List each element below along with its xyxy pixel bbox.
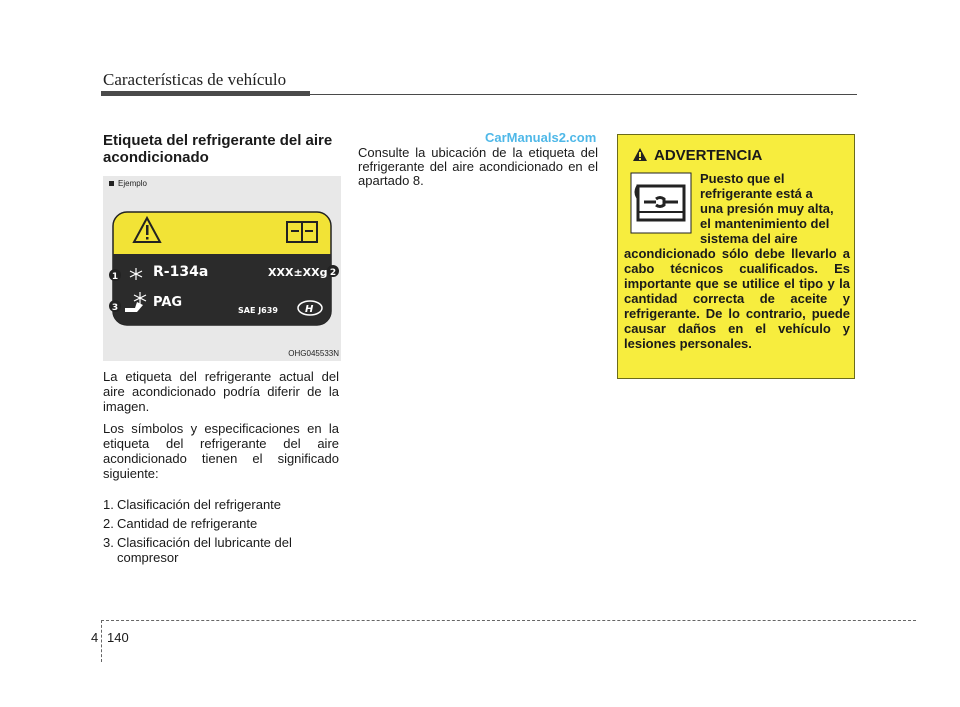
warning-line: el mantenimiento del: [700, 216, 830, 231]
paragraph-1: La etiqueta del refrigerante actual del aire acondicionado podría diferir de la imagen.: [103, 369, 339, 414]
svg-text:1: 1: [111, 272, 119, 282]
page-header-title: Características de vehículo: [103, 70, 287, 89]
footer-rule: [101, 620, 916, 621]
warning-title: ADVERTENCIA: [654, 147, 763, 164]
manual-wrench-icon: [630, 172, 692, 234]
footer-vertical-rule: [101, 620, 102, 662]
list-item: 1. Clasificación del refrigerante: [103, 497, 282, 512]
refrigerant-label-figure: [103, 176, 341, 361]
sae-standard-text: SAE J639: [238, 306, 278, 315]
watermark: CarManuals2.com: [485, 130, 597, 145]
svg-text:3: 3: [111, 303, 119, 313]
warning-box: [617, 134, 855, 379]
warning-line: una presión muy alta,: [700, 201, 834, 216]
warning-line: sistema del aire: [700, 231, 798, 246]
location-paragraph: Consulte la ubicación de la etiqueta del refrigerante del aire acondicionado en el apartado 8.: [358, 145, 598, 188]
refrigerant-label-illustration: [103, 176, 341, 361]
footer-section-number: 4: [91, 630, 99, 645]
warning-text-below: acondicionado sólo debe llevarlo a cabo técnicos cualificados. Es importante que se utilice el tipo y la cantidad correcta de aceite y refrigerante. De lo contrario, puede causar daños en el vehículo y lesiones personales.: [624, 246, 850, 351]
warning-line: Puesto que el: [700, 171, 785, 186]
figure-code: OHG045533N: [288, 349, 339, 358]
refrigerant-quantity-text: XXX±XXg: [268, 266, 328, 279]
warning-text-beside-icon: [700, 171, 850, 246]
meaning-list: [103, 497, 339, 569]
section-title: Etiqueta del refrigerante del aire acondicionado: [103, 132, 333, 166]
footer-page-number: 140: [107, 630, 129, 645]
svg-text:H: H: [305, 304, 314, 315]
figure-caption-text: Ejemplo: [118, 179, 147, 188]
paragraph-2: Los símbolos y especificaciones en la etiqueta del refrigerante del aire acondicionado tienen el significado siguiente:: [103, 421, 339, 481]
header-rule: [101, 94, 857, 95]
svg-text:2: 2: [329, 268, 337, 278]
warning-triangle-icon: [632, 147, 648, 162]
warning-line: refrigerante está a: [700, 186, 813, 201]
lubricant-type-text: PAG: [153, 295, 183, 310]
refrigerant-type-text: R-134a: [153, 264, 209, 280]
list-item: 3. Clasificación del lubricante del compresor: [103, 535, 292, 565]
list-item: 2. Cantidad de refrigerante: [103, 516, 258, 531]
